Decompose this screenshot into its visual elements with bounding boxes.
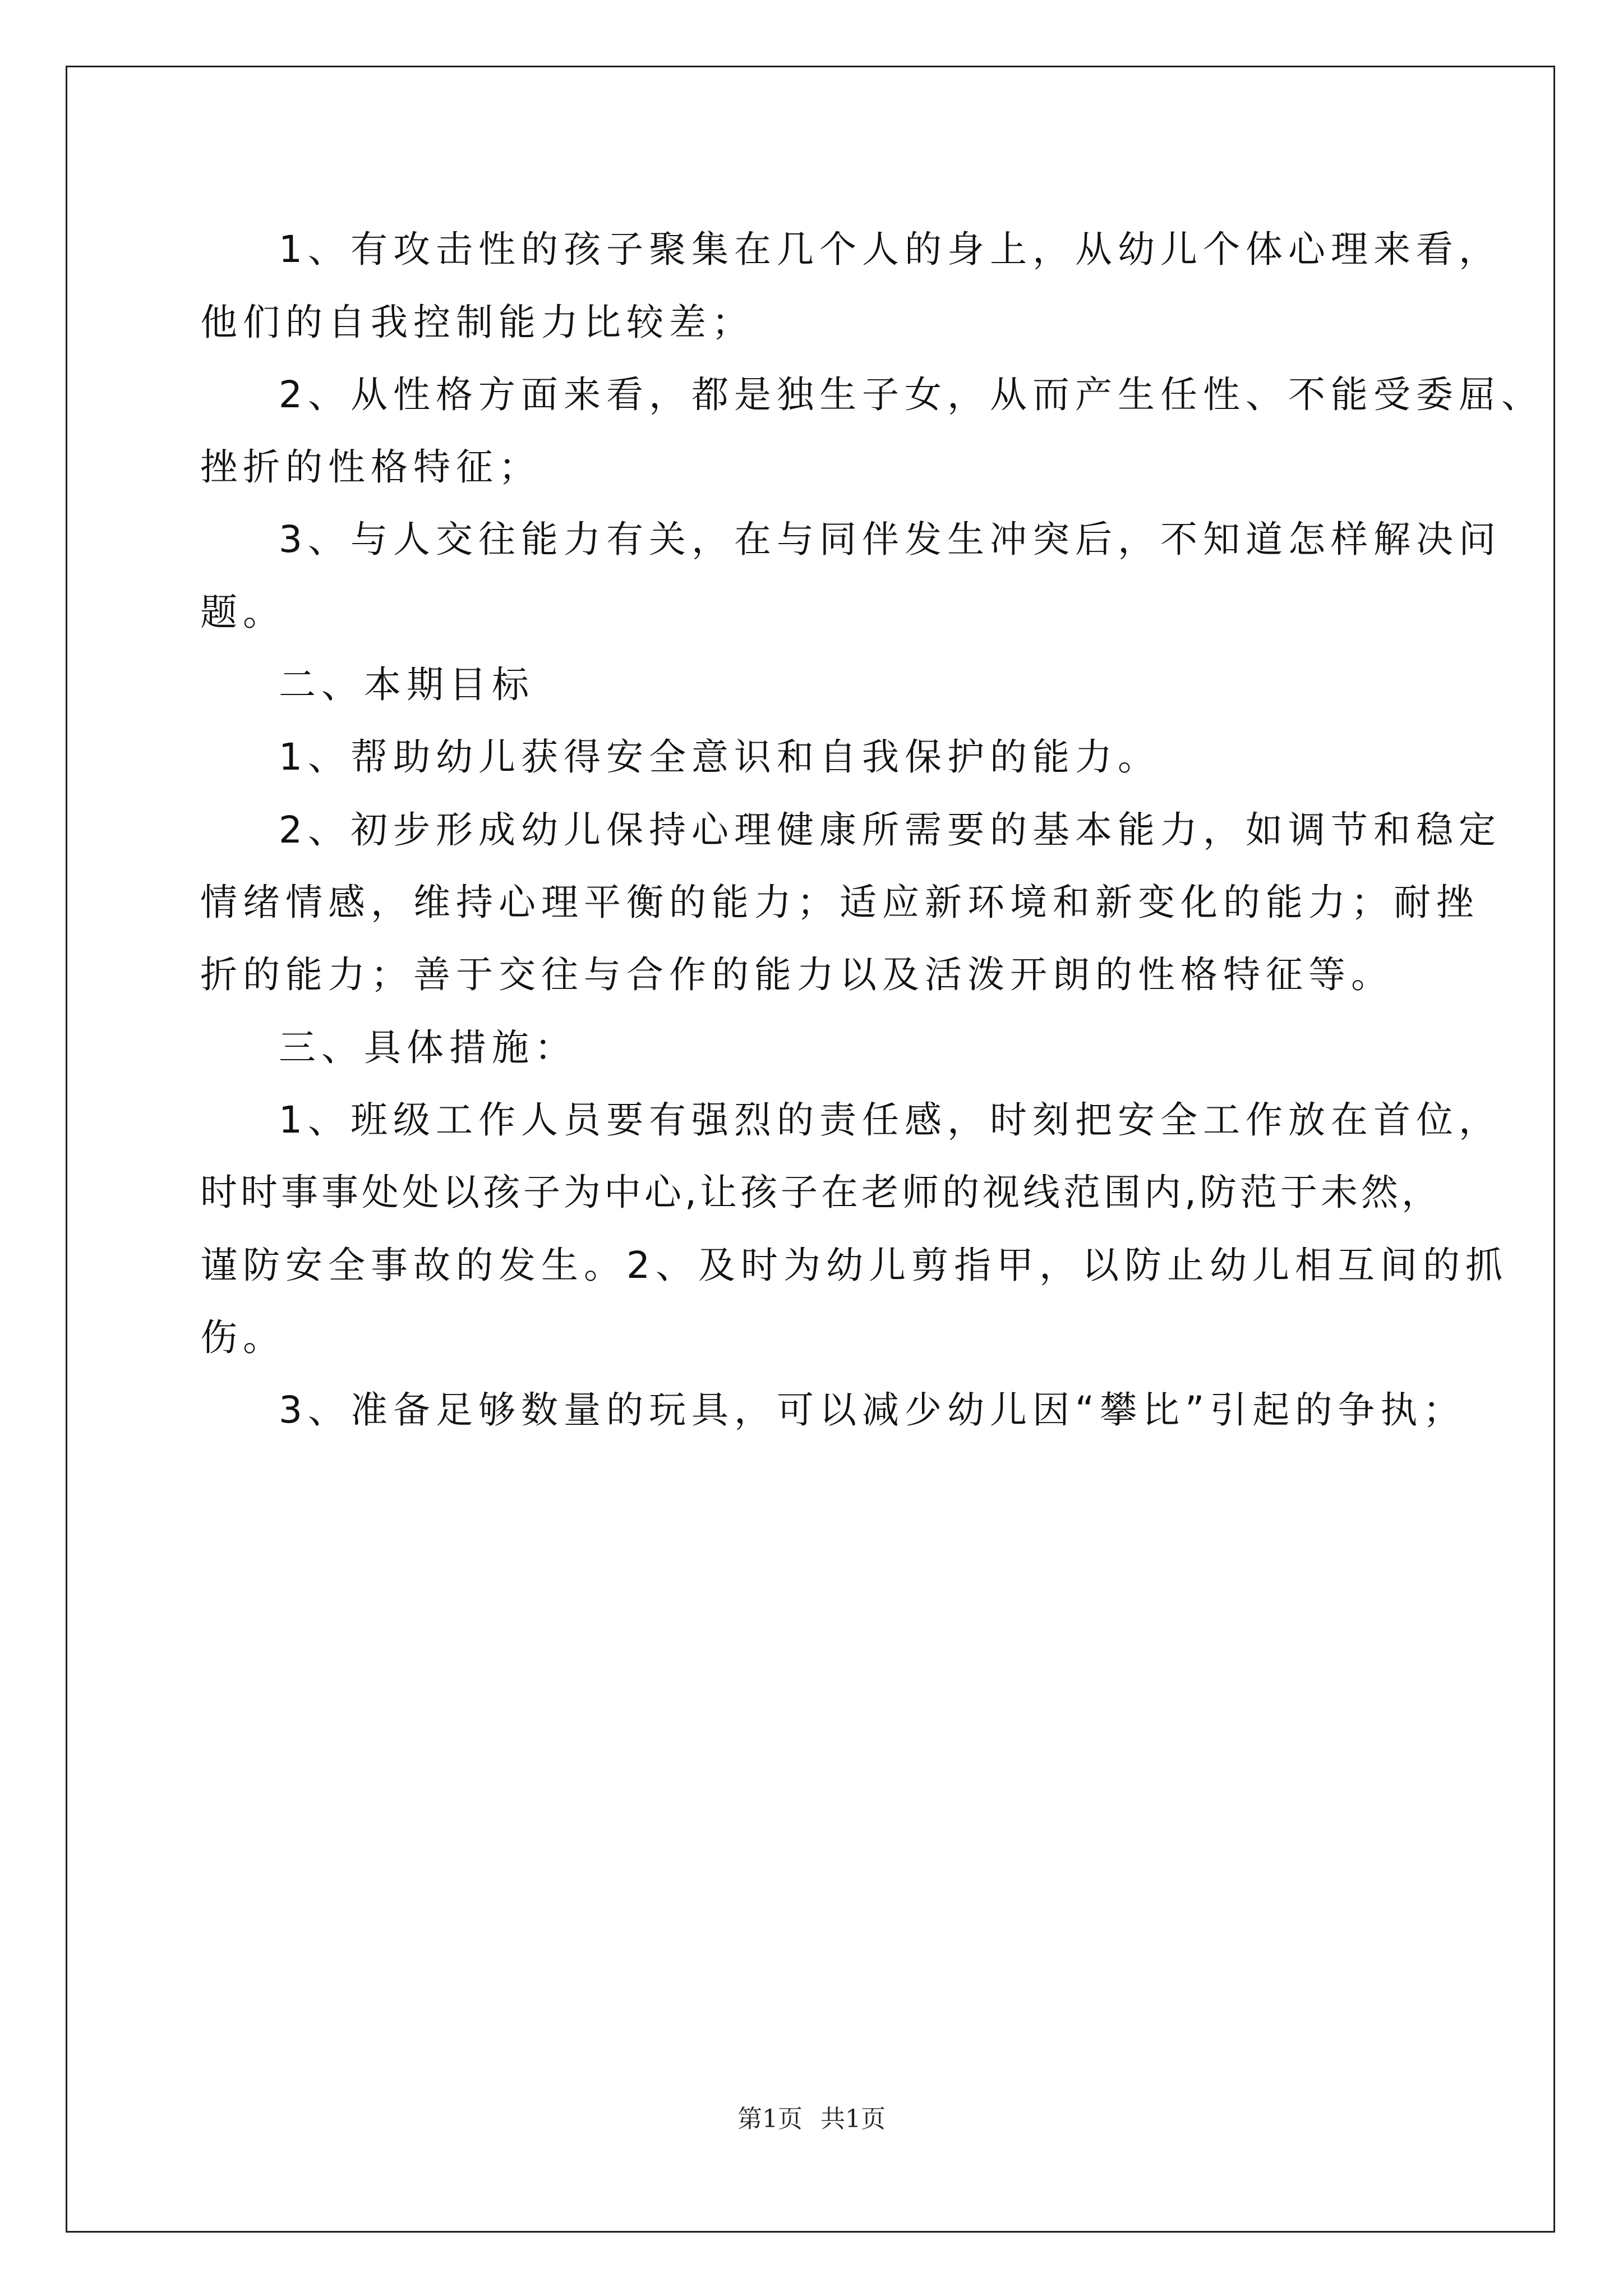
text-line: 2、初步形成幼儿保持心理健康所需要的基本能力，如调节和稳定 xyxy=(279,808,1501,852)
text-line: 情绪情感，维持心理平衡的能力；适应新环境和新变化的能力；耐挫 xyxy=(200,881,1479,924)
text-line: 1、班级工作人员要有强烈的责任感，时刻把安全工作放在首位， xyxy=(279,1098,1501,1142)
text-line: 谨防安全事故的发生。2、及时为幼儿剪指甲，以防止幼儿相互间的抓 xyxy=(200,1244,1508,1287)
text-line: 3、与人交往能力有关，在与同伴发生冲突后，不知道怎样解决问 xyxy=(279,518,1501,561)
text-line: 时时事事处处以孩子为中心,让孩子在老师的视线范围内,防范于未然， xyxy=(200,1171,1442,1214)
text-line: 折的能力；善于交往与合作的能力以及活泼开朗的性格特征等。 xyxy=(200,953,1394,996)
text-line: 1、有攻击性的孩子聚集在几个人的身上，从幼儿个体心理来看， xyxy=(279,228,1501,271)
page-footer: 第1页 共1页 xyxy=(737,2105,886,2133)
text-line: 伤。 xyxy=(200,1316,285,1359)
section-heading: 二、本期目标 xyxy=(279,663,534,706)
text-line: 他们的自我控制能力比较差； xyxy=(200,301,754,344)
text-line: 题。 xyxy=(200,591,285,634)
text-line: 1、帮助幼儿获得安全意识和自我保护的能力。 xyxy=(279,735,1160,779)
text-line: 3、准备足够数量的玩具，可以减少幼儿因“攀比”引起的争执； xyxy=(279,1388,1466,1432)
text-line: 挫折的性格特征； xyxy=(200,445,541,489)
section-heading: 三、具体措施： xyxy=(279,1026,577,1069)
text-line: 2、从性格方面来看，都是独生子女，从而产生任性、不能受委屈、 xyxy=(279,373,1544,416)
